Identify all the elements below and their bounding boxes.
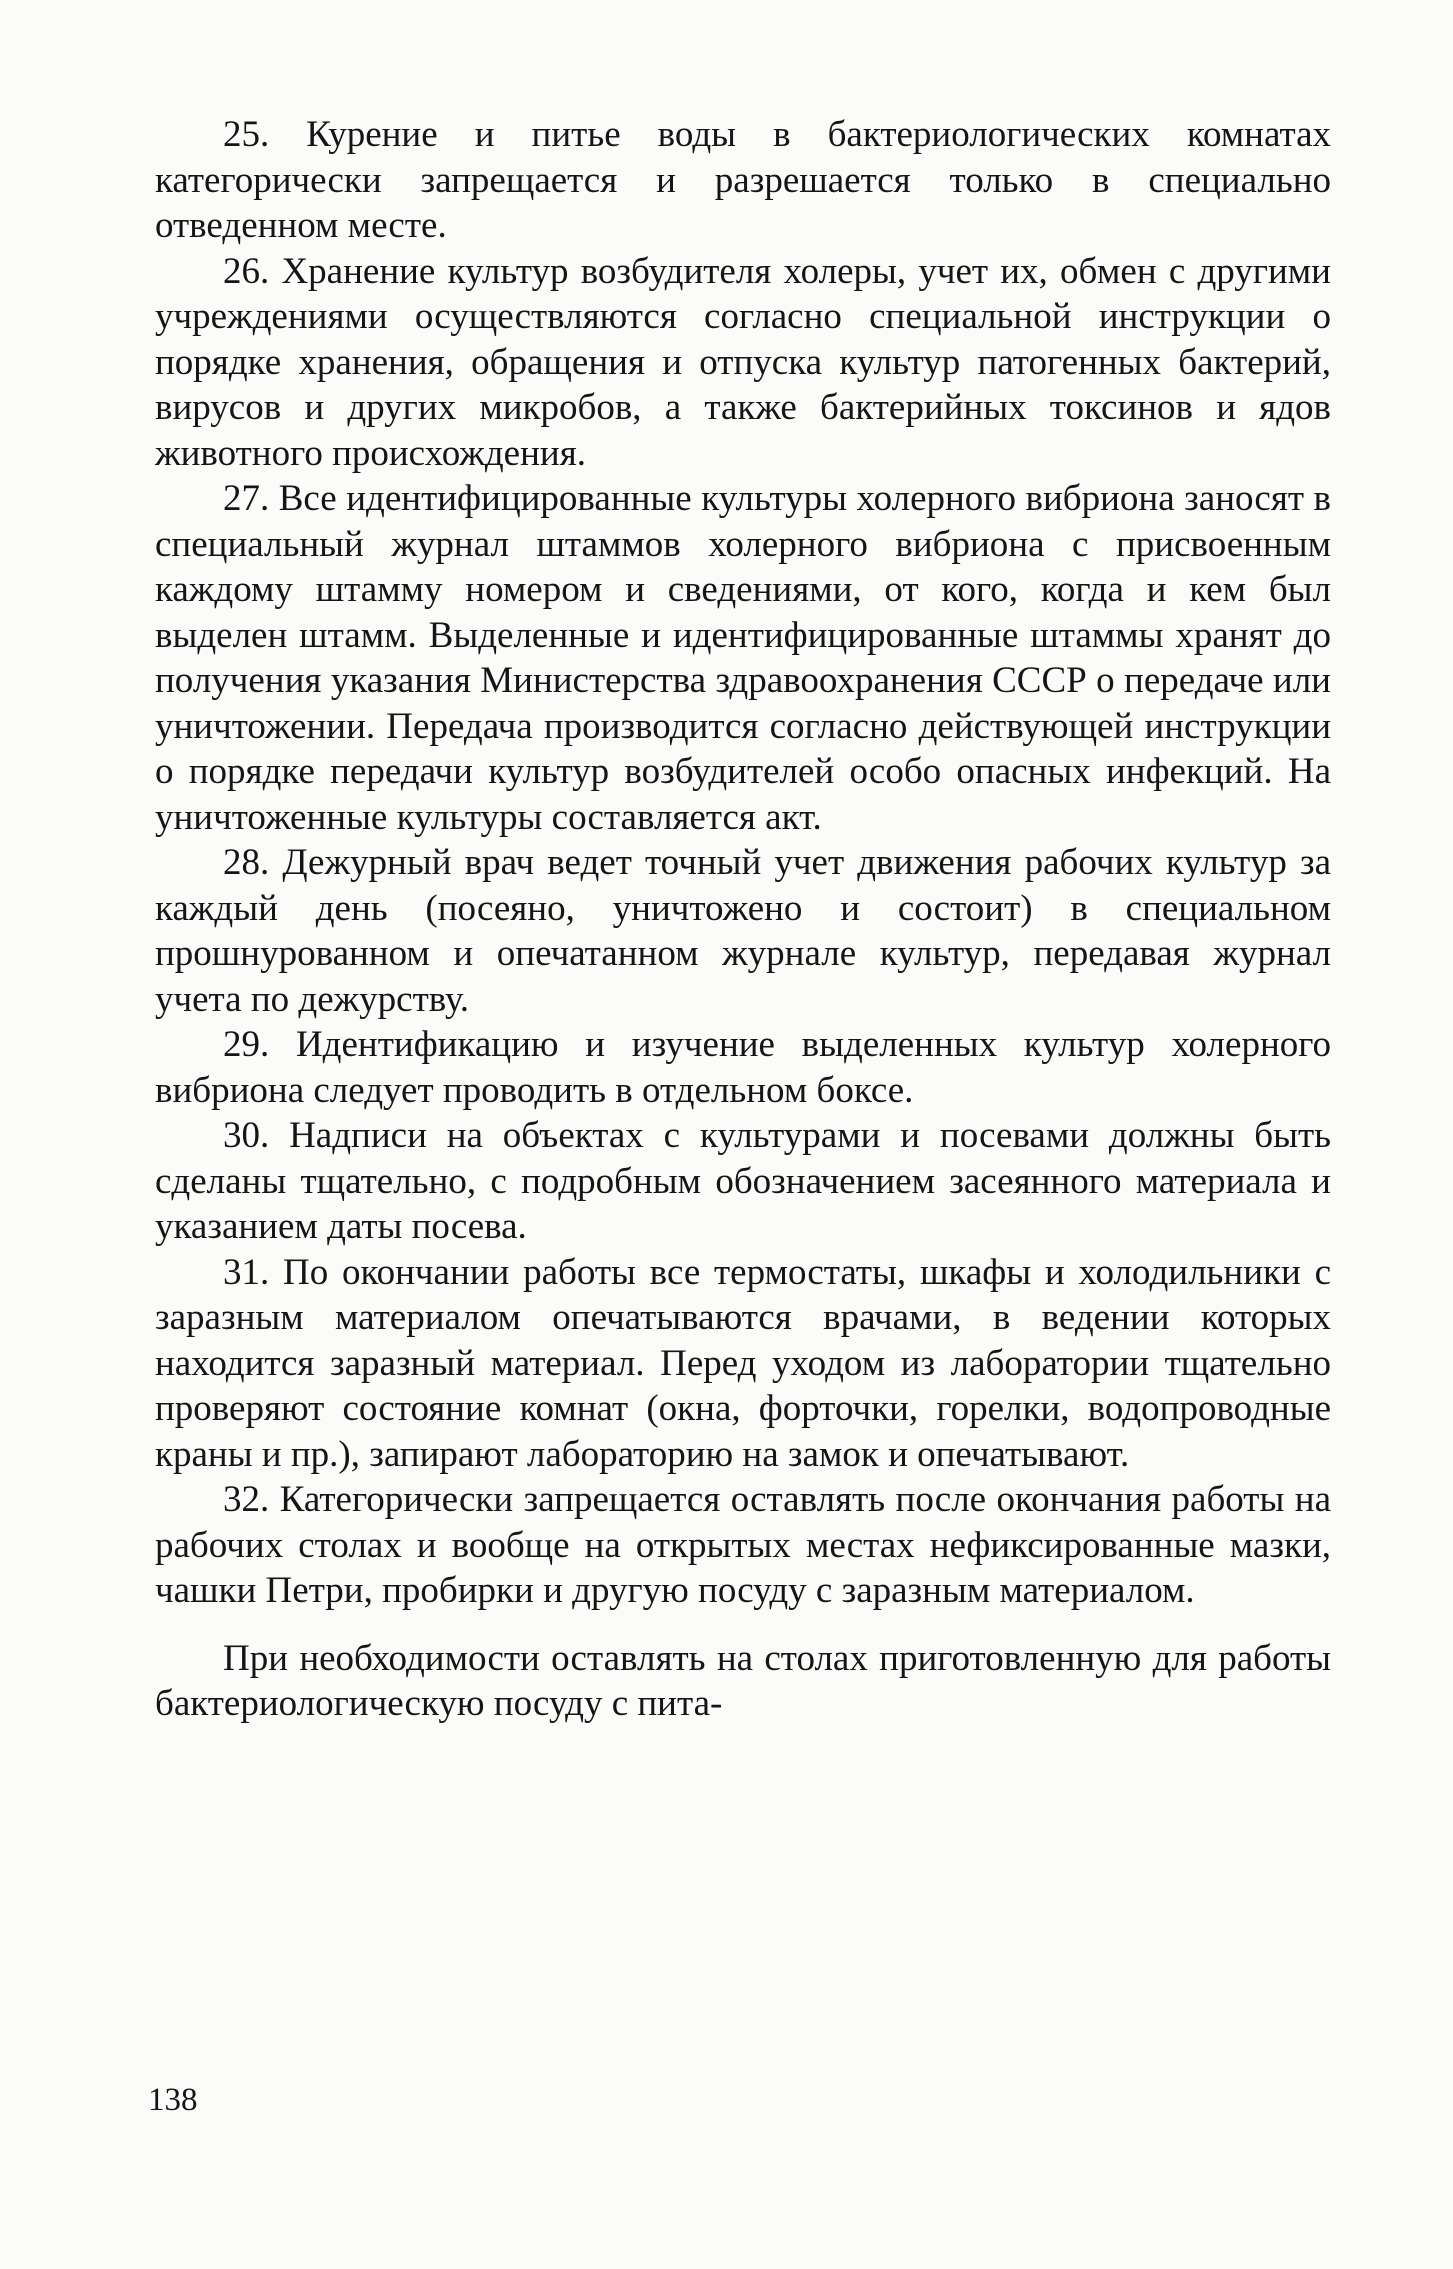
- paragraph-29: 29. Идентификацию и изучение выделенных культур холерного вибриона следует проводить в отдельном боксе.: [155, 1024, 1331, 1111]
- paragraph-25: 25. Курение и питье воды в бактериологических комнатах категорически запрещается и разрешается только в специально отведенном месте.: [155, 114, 1331, 246]
- paragraph-27: 27. Все идентифицированные культуры холерного вибриона заносят в специальный журнал штаммов холерного вибриона с присвоенным каждому штамму номером и сведениями, от кого, когда и кем был выделен штамм. Выделенные и идентифицированные штаммы хранят до получения указания Министерства здравоохранения СССР о передаче или уничтожении. Передача производится согласно действующей инструкции о порядке передачи культур возбудителей особо опасных инфекций. На уничтоженные культуры составляется акт.: [155, 478, 1331, 838]
- paragraph-26: 26. Хранение культур возбудителя холеры, учет их, обмен с другими учреждениями осуществляются согласно специальной инструкции о порядке хранения, обращения и отпуска культур патогенных бактерий, вирусов и других микробов, а также бактерийных токсинов и ядов животного происхождения.: [155, 250, 1331, 474]
- paragraph-30: 30. Надписи на объектах с культурами и посевами должны быть сделаны тщательно, с подробным обозначением засеянного материала и указанием даты посева.: [155, 1115, 1331, 1247]
- paragraph-32: 32. Категорически запрещается оставлять после окончания работы на рабочих столах и вообще на открытых местах нефиксированные мазки, чашки Петри, пробирки и другую посуду с заразным материалом.: [155, 1479, 1331, 1611]
- paragraph-continuation: При необходимости оставлять на столах приготовленную для работы бактериологическую посуду с пита-: [155, 1637, 1331, 1724]
- paragraph-28: 28. Дежурный врач ведет точный учет движения рабочих культур за каждый день (посеяно, уничтожено и состоит) в специальном прошнурованном и опечатанном журнале культур, передавая журнал учета по дежурству.: [155, 842, 1331, 1020]
- body-text: [155, 112, 1331, 1727]
- page-number: 138: [148, 2082, 198, 2118]
- paragraph-31: 31. По окончании работы все термостаты, шкафы и холодильники с заразным материалом опечатываются врачами, в ведении которых находится заразный материал. Перед уходом из лаборатории тщательно проверяют состояние комнат (окна, форточки, горелки, водопроводные краны и пр.), запирают лабораторию на замок и опечатывают.: [155, 1251, 1331, 1475]
